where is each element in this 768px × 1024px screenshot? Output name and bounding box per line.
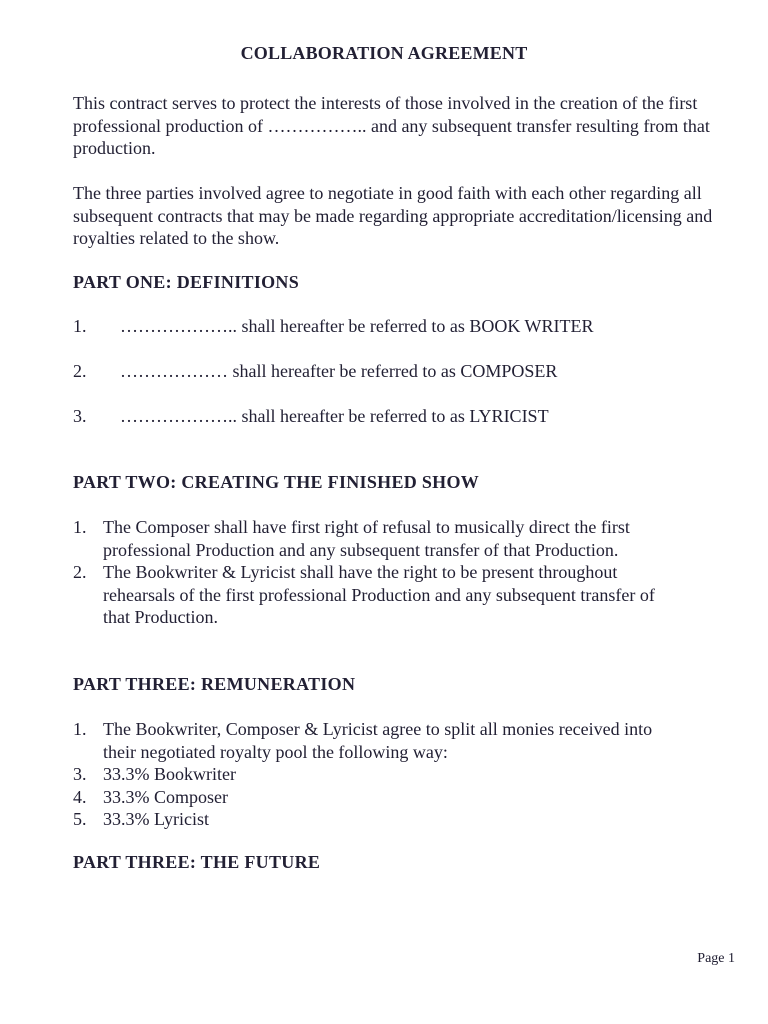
list-item-number: 5. [73, 809, 87, 829]
list-item-text: The Bookwriter & Lyricist shall have the right to be present throughout rehearsals of the first professional Production and any subsequent transfer of that Production. [103, 562, 655, 627]
part-three-list [73, 718, 653, 831]
definition-number: 1. [73, 316, 87, 336]
list-item [73, 718, 653, 763]
definition-number: 2. [73, 361, 87, 381]
list-item-number: 4. [73, 786, 87, 807]
definition-text: ……………….. shall hereafter be referred to as LYRICIST [120, 406, 549, 426]
part-one-heading: PART ONE: DEFINITIONS [73, 272, 300, 292]
part-two-heading: PART TWO: CREATING THE FINISHED SHOW [73, 472, 480, 492]
list-item [73, 763, 653, 786]
part-two-list [73, 516, 683, 629]
list-item-number: 1. [73, 719, 87, 739]
list-item [73, 516, 683, 561]
definition-item [73, 406, 549, 427]
definition-item [73, 361, 557, 382]
definition-text: ……………… shall hereafter be referred to as COMPOSER [120, 361, 558, 381]
list-item [73, 786, 653, 809]
list-item-number: 3. [73, 764, 87, 784]
definition-number: 3. [73, 406, 87, 426]
list-item [73, 808, 653, 831]
list-item-text: 33.3% Bookwriter [103, 764, 236, 784]
part-three-heading: PART THREE: REMUNERATION [73, 674, 356, 694]
definition-text: ……………….. shall hereafter be referred to as BOOK WRITER [120, 316, 594, 336]
page-number: Page 1 [697, 951, 735, 966]
list-item [73, 561, 683, 629]
list-item-text: The Bookwriter, Composer & Lyricist agree to split all monies received into their negotiated royalty pool the following way: [103, 719, 653, 762]
intro-paragraph-1: This contract serves to protect the interests of those involved in the creation of the first professional production of …………….. and any subsequent transfer resulting from that production. [73, 93, 710, 158]
definition-item [73, 316, 594, 337]
list-item-number: 1. [73, 517, 87, 537]
list-item-text: 33.3% Lyricist [103, 809, 209, 829]
document-title: COLLABORATION AGREEMENT [240, 43, 528, 63]
list-item-number: 2. [73, 562, 87, 582]
intro-paragraph-2: The three parties involved agree to negotiate in good faith with each other regarding all subsequent contracts that may be made regarding appropriate accreditation/licensing and royalties related to the show. [73, 183, 713, 248]
list-item-text: The Composer shall have first right of refusal to musically direct the first professional Production and any subsequent transfer of that Production. [103, 517, 630, 560]
list-item-text: 33.3% Composer [103, 786, 228, 807]
part-four-heading: PART THREE: THE FUTURE [73, 852, 321, 872]
